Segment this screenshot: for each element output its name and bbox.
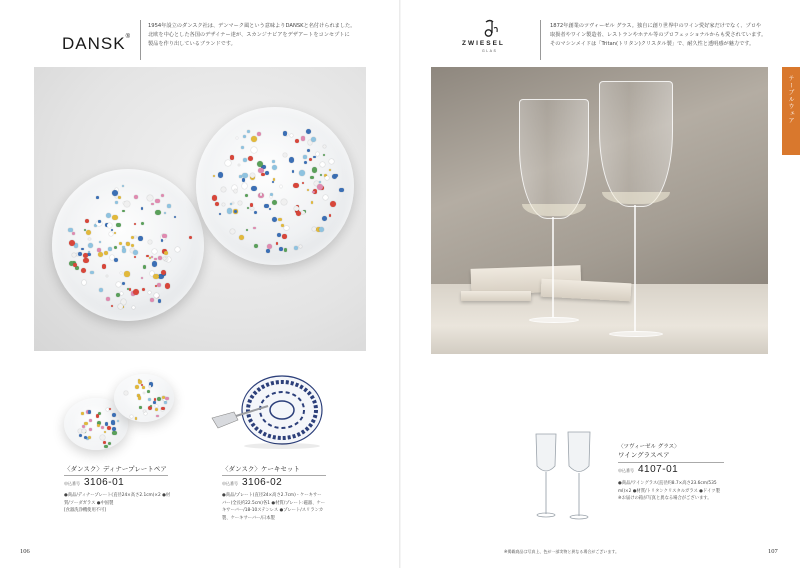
plate-dot (281, 199, 287, 205)
plate-dot (301, 136, 305, 140)
product-code: 4107-01 (638, 464, 679, 475)
plate-dot (152, 249, 157, 254)
plate-dot (335, 174, 338, 177)
dansk-logo: DANSK® (62, 34, 131, 53)
plate-dot (230, 155, 234, 159)
code-label: 申込番号 (618, 468, 634, 473)
plate-dot (164, 401, 167, 404)
plate-dot (149, 385, 151, 387)
zwiesel-logo-sub: GLAS (482, 49, 498, 53)
plate-dot (112, 215, 117, 220)
plate-dot (143, 265, 146, 268)
plate-dot (167, 204, 171, 208)
glass-stem (634, 205, 636, 331)
plate-dot (84, 422, 87, 425)
plate-dot (253, 227, 255, 229)
plate-dot (114, 246, 117, 249)
plate-dot (225, 160, 231, 166)
wine-glass (519, 99, 589, 219)
plate-dot (124, 391, 128, 395)
plate-dot (138, 380, 142, 384)
plate-dot (132, 306, 135, 309)
product-code: 3106-02 (242, 477, 283, 488)
plate-dot (155, 405, 157, 407)
product-thumbnail-cake-set (208, 368, 328, 450)
right-page (400, 0, 800, 568)
plate-dot (151, 256, 153, 258)
plate-dot (133, 250, 138, 255)
plate-dot (117, 420, 119, 422)
plate-dot (151, 203, 153, 205)
plate-dot (251, 136, 257, 142)
plate-dot (241, 146, 244, 149)
plate-dot (114, 232, 116, 234)
plate-dot (281, 224, 284, 227)
plate-dot (97, 424, 100, 427)
plate-dot (138, 236, 143, 241)
plate-dot (221, 187, 226, 192)
plate-dot (85, 219, 89, 223)
plate-dot (103, 441, 106, 444)
plate-dot (248, 156, 253, 161)
plate-dot (266, 249, 270, 253)
wine-glass (599, 81, 673, 207)
dansk-intro: 1954年設立のダンスク社は、デンマーク風という意味よりDANSKと名付けられました。 北欧を中心とした各国のデザイナー達が、スカンジナビアをデザアートをコンセプトに 製品を作り出しているブランドです。 (148, 23, 356, 47)
plate-dot (83, 253, 88, 258)
plate-dot (134, 236, 136, 238)
plate-dot (317, 184, 323, 190)
plate-dot (282, 234, 286, 238)
plate-dot (122, 210, 124, 212)
plate-dot (267, 244, 272, 249)
plate-dot (250, 173, 255, 178)
plate-dot (129, 288, 131, 290)
plate-dot (161, 239, 163, 241)
plate-dot (247, 130, 250, 133)
plate-dot (134, 256, 136, 258)
plate-dot (251, 147, 257, 153)
plate-dot (260, 193, 262, 195)
plate-dot (111, 229, 113, 231)
divider (222, 475, 326, 476)
plate-dot (313, 156, 315, 158)
plate-dot (303, 155, 307, 159)
stone-slab (461, 291, 531, 301)
plate-dot (289, 157, 295, 163)
code-label: 申込番号 (64, 481, 80, 486)
dansk-hero-photo (34, 67, 366, 351)
divider (64, 475, 168, 476)
plate-dot (147, 195, 153, 201)
plate-dot (106, 213, 111, 218)
plate-dot (158, 256, 162, 260)
code-label: 申込番号 (222, 481, 238, 486)
plate-dot (116, 293, 120, 297)
plate-dot (154, 398, 156, 400)
footnote: ※掲載商品は写真上、色が一部実物と異なる場合がございます。 (504, 549, 620, 554)
plate-dot (86, 230, 91, 235)
plate-dot (243, 158, 247, 162)
plate-dot (307, 149, 310, 152)
plate-dot (100, 435, 104, 439)
plate-dot (234, 210, 237, 213)
plate-dot (165, 283, 170, 288)
plate-dot (242, 173, 247, 178)
plate-dot (104, 251, 108, 255)
plate-dot (250, 207, 253, 210)
plate-dot (165, 397, 168, 400)
product-thumbnail-plates (64, 370, 174, 452)
zwiesel-intro: 1872年創業のツヴィーゼル グラス。独自に創り世界中のワイン愛好家だけでなく、プロや 取扱者やワイン製造者、レストランやホテル等のプロフェッショナルからも愛されています。 そのマシンメイドは「Tritan(トリタン)クリスタル製」で、耐久性と透明感が魅力です。 (550, 23, 767, 47)
plate-dot (118, 304, 123, 309)
plate-dot (243, 135, 246, 138)
plate-dot (88, 410, 92, 414)
plate-dot (319, 181, 321, 183)
plate-dot (242, 178, 245, 181)
plate-dot (81, 268, 86, 273)
plate-dot (153, 401, 155, 403)
product-thumbnail-wine-glasses (528, 430, 600, 522)
plate-dot (162, 396, 165, 399)
plate-dot (329, 169, 331, 171)
glass-foot (529, 317, 579, 323)
plate-dot (89, 428, 92, 431)
plate-dot (139, 406, 141, 408)
plate-dot (156, 415, 158, 417)
plate-dot (89, 419, 92, 422)
plate-dot (116, 223, 120, 227)
plate-dot (299, 245, 302, 248)
plate-dot (134, 195, 138, 199)
plate-dot (138, 396, 142, 400)
plate-dot (323, 195, 328, 200)
plate-dot (264, 204, 269, 209)
plate-right (196, 107, 354, 265)
plate-dot (83, 258, 89, 264)
plate-dot (79, 434, 82, 437)
plate-dot (157, 283, 161, 287)
plate-dot (296, 211, 301, 216)
plate-dot (148, 240, 152, 244)
plate-dot (120, 292, 123, 295)
glass-stem (552, 217, 554, 317)
plate-dot (141, 207, 143, 209)
page-number: 106 (20, 548, 30, 555)
plate-dot (110, 255, 114, 259)
divider (618, 462, 724, 463)
plate-dot (108, 442, 111, 445)
plate-dot (299, 170, 305, 176)
plate-dot (122, 282, 125, 285)
page-number: 107 (768, 548, 778, 555)
product-name: 〈ダンスク〉ディナープレートペア (64, 465, 167, 473)
plate-dot (143, 410, 146, 413)
plate-dot (73, 263, 77, 267)
plate-dot (284, 226, 289, 231)
plate-dot (82, 429, 86, 433)
product-name: 〈ダンスク〉ケーキセット (222, 465, 300, 473)
product-name: 〈ツヴィーゼル グラス〉 ワイングラスペア (618, 444, 680, 459)
category-tab: テーブルウェア (782, 67, 800, 155)
plate-dot (105, 422, 108, 425)
plate-dot (130, 415, 133, 418)
plate-dot (108, 247, 112, 251)
plate-dot (212, 195, 218, 201)
product-code: 3106-01 (84, 477, 125, 488)
plate-dot (329, 214, 331, 216)
plate-dot (81, 412, 83, 414)
plate-dot (124, 271, 129, 276)
zwiesel-logo: ZWIESEL (462, 40, 505, 47)
plate-dot (69, 240, 75, 246)
plate-dot (339, 188, 343, 192)
plate-dot (280, 185, 282, 187)
plate-dot (325, 176, 329, 180)
plate-dot (227, 208, 233, 214)
plate-dot (230, 203, 232, 205)
plate-dot (122, 246, 125, 249)
glass-foot (609, 331, 663, 337)
product-description: ●商品/ディナープレート(直径24×高さ2.1cm)×2 ●材 質/ソーダガラス ●中国製 [食器洗浄機使用不可] (64, 493, 171, 513)
plate-dot (146, 255, 149, 258)
divider (140, 20, 141, 60)
zwiesel-hero-photo (431, 67, 768, 354)
divider (540, 20, 541, 60)
plate-dot (293, 183, 298, 188)
plate-dot (88, 243, 93, 248)
plate-dot (312, 167, 317, 172)
plate-dot (111, 305, 113, 307)
plate-dot (152, 261, 157, 266)
plate-dot (98, 220, 100, 222)
plate-dot (279, 247, 283, 251)
plate-dot (162, 234, 167, 239)
plate-dot (82, 425, 85, 428)
product-description: ●商品/ワイングラス(直径約8.7×高さ23.6cm/535 ml)×2 ●材質/トリタンクリスタルガラス ●ドイツ製 ※お届けの箱が写真と異なる場合がございます。 (618, 481, 720, 501)
plate-dot (320, 162, 325, 167)
plate-dot (272, 160, 275, 163)
plate-dot (153, 274, 158, 279)
plate-dot (115, 201, 117, 203)
product-description: ●商品/プレート(直径24×高さ2.7cm)・ケーキサー バー(全長約22.5cm)各1 ●材質/プレート:磁器、ケー キサーバー/18-10ステンレス ●プレート/スリランカ 製、ケーキサーバー/日本製 (222, 493, 326, 521)
plate-dot (319, 227, 324, 232)
zwiesel-logo-icon (480, 18, 502, 38)
plate-dot (245, 194, 248, 197)
plate-dot (218, 172, 223, 177)
plate-dot (112, 427, 116, 431)
plate-dot (143, 392, 145, 394)
plate-dot (290, 134, 292, 136)
plate-dot (283, 131, 288, 136)
plate-dot (98, 252, 103, 257)
